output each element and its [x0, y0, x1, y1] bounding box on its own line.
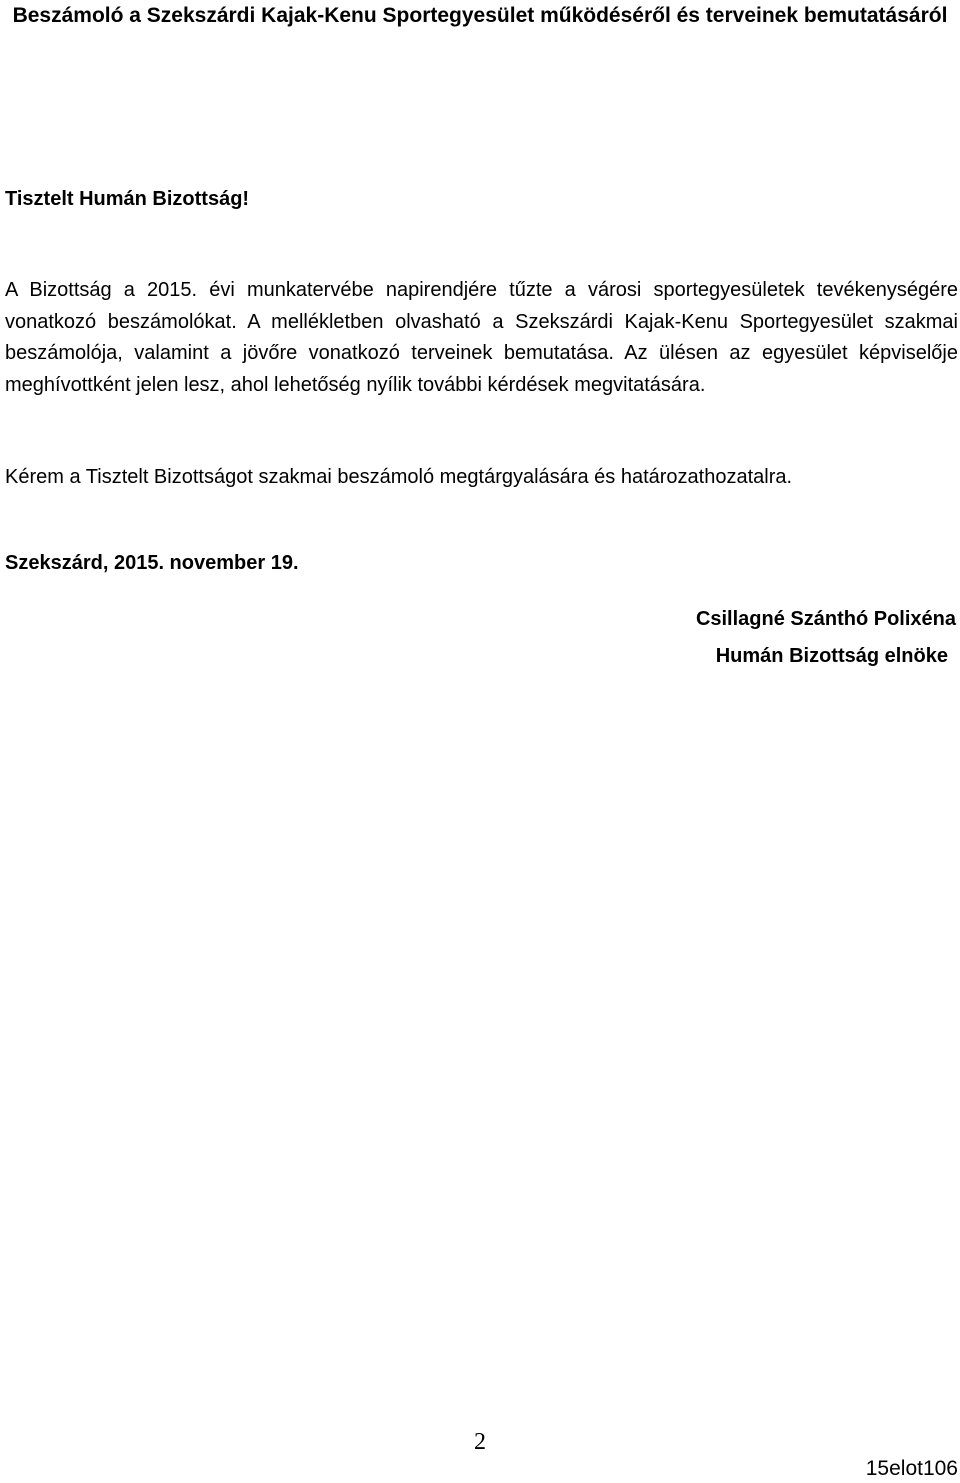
salutation: Tisztelt Humán Bizottság! [5, 188, 250, 210]
body-paragraph: A Bizottság a 2015. évi munkatervébe napirendjére tűzte a városi sportegyesületek tevékenységére vonatkozó beszámolókat. A mellékletben olvasható a Szekszárdi Kajak-Kenu Sportegyesület szakmai beszámolója, valamint a jövőre vonatkozó terveinek bemutatása. Az ülésen az egyesület képviselője meghívottként jelen lesz, ahol lehetőség nyílik további kérdések megvitatására. [5, 279, 958, 396]
signatory-name: Csillagné Szánthó Polixéna [695, 608, 956, 630]
signatory-role: Humán Bizottság elnöke [715, 645, 948, 667]
document-reference: 15elot106 [865, 1457, 958, 1480]
document-title: Beszámoló a Szekszárdi Kajak-Kenu Sportegyesület működéséről és terveinek bemutatásáról [12, 4, 948, 27]
dateline: Szekszárd, 2015. november 19. [5, 552, 299, 574]
page-number: 2 [474, 1429, 486, 1455]
request-paragraph: Kérem a Tisztelt Bizottságot szakmai beszámoló megtárgyalására és határozathozatalra. [5, 466, 793, 488]
